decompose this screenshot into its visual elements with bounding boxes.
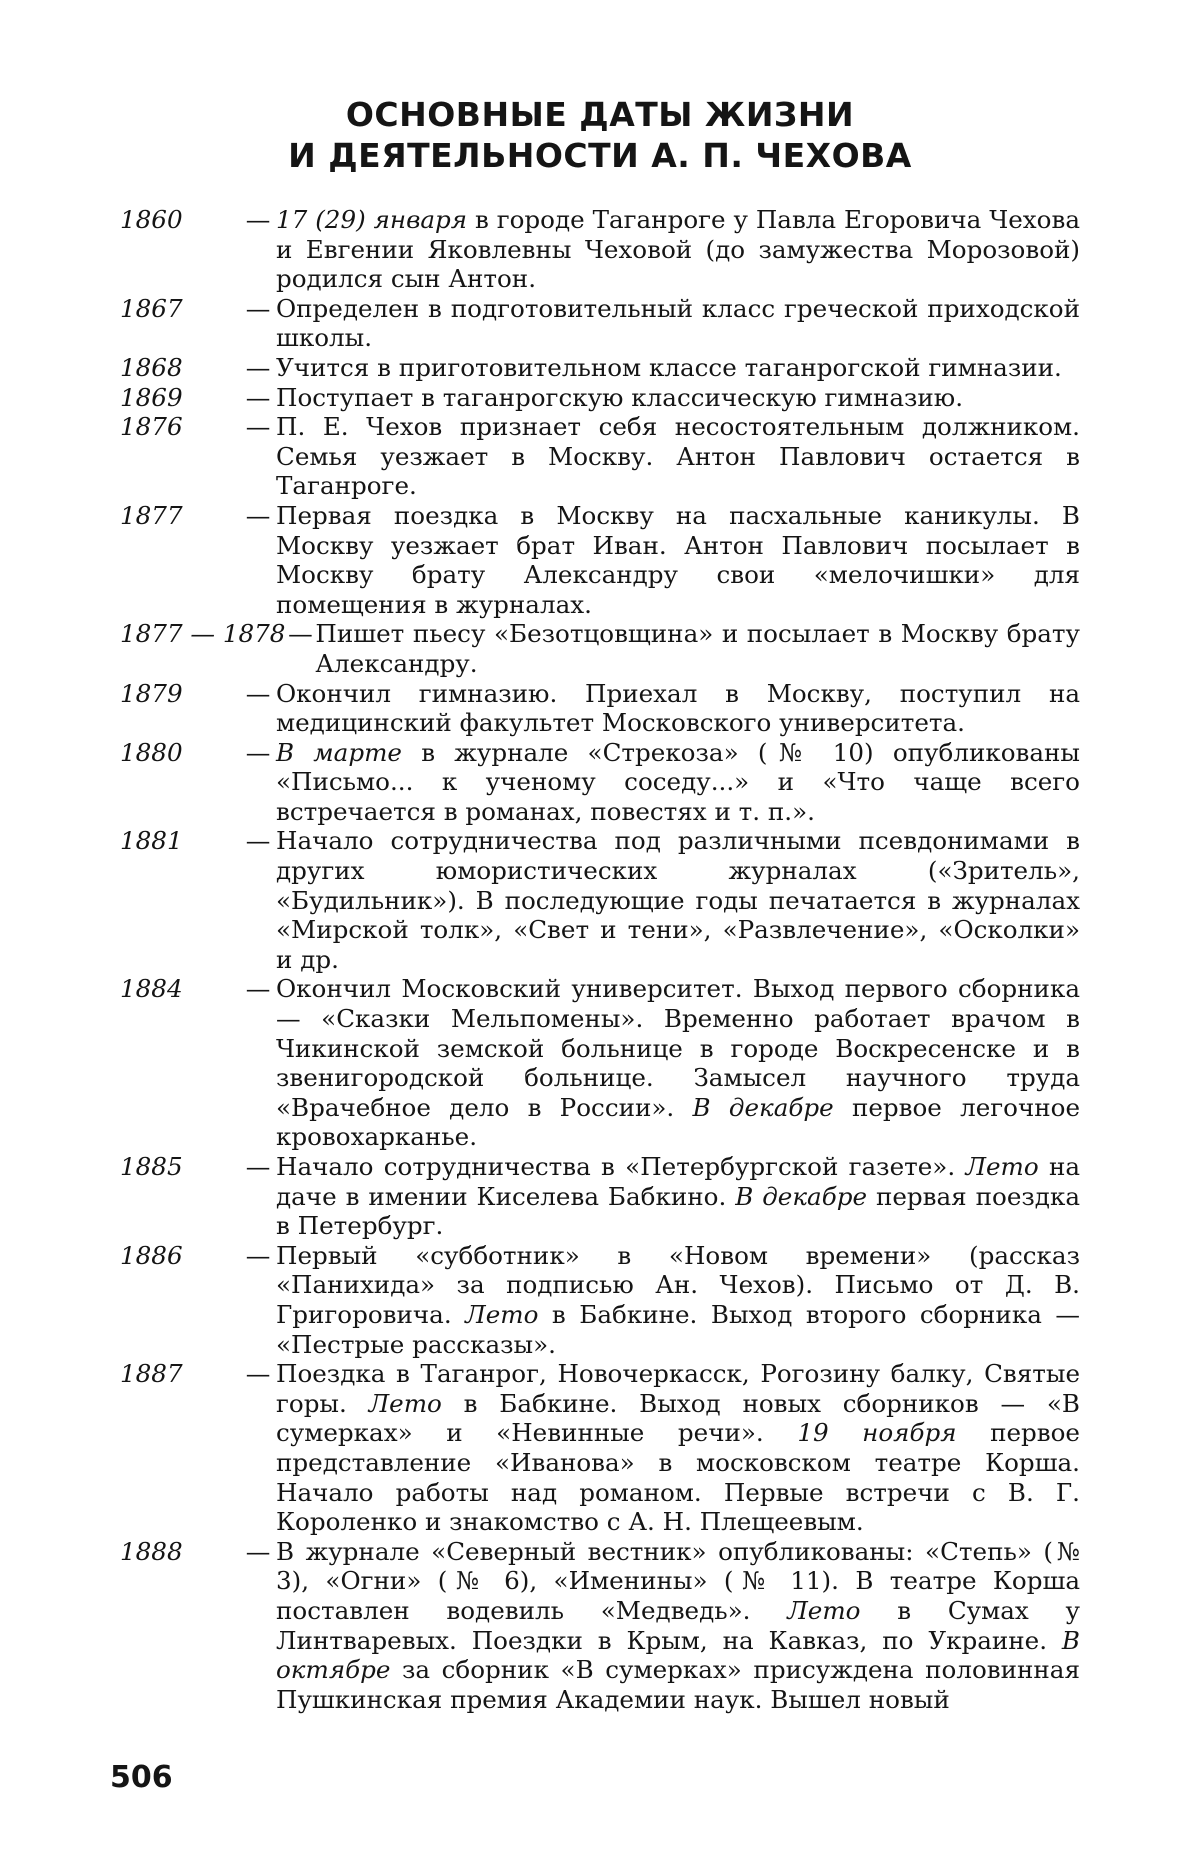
chronology-entry bbox=[120, 501, 1080, 619]
entry-year: 1879 bbox=[120, 679, 240, 738]
entry-year: 1885 bbox=[120, 1152, 240, 1241]
entry-text: 17 (29) января в городе Таганроге у Павла Егоровича Чехова и Евгении Яковлевны Чеховой (до замужества Морозовой) родился сын Антон. bbox=[276, 205, 1080, 294]
entry-year: 1869 bbox=[120, 383, 240, 413]
entry-year: 1868 bbox=[120, 353, 240, 383]
chronology-entry bbox=[120, 826, 1080, 974]
entry-year: 1877 — 1878 bbox=[120, 619, 285, 678]
entry-dash: — bbox=[240, 1359, 276, 1537]
entry-year: 1867 bbox=[120, 294, 240, 353]
entry-year: 1886 bbox=[120, 1241, 240, 1359]
entry-dash: — bbox=[240, 738, 276, 827]
entry-year: 1877 bbox=[120, 501, 240, 619]
chronology-entry bbox=[120, 1537, 1080, 1715]
entry-year: 1884 bbox=[120, 974, 240, 1152]
entry-year: 1887 bbox=[120, 1359, 240, 1537]
entry-dash: — bbox=[240, 205, 276, 294]
entry-text: Учится в приготовительном классе таганрогской гимназии. bbox=[276, 353, 1080, 383]
chronology-entry bbox=[120, 1152, 1080, 1241]
chronology-entry bbox=[120, 738, 1080, 827]
title-line-2: И ДЕЯТЕЛЬНОСТИ А. П. ЧЕХОВА bbox=[0, 135, 1200, 176]
entry-dash: — bbox=[285, 619, 315, 678]
chronology-entry bbox=[120, 974, 1080, 1152]
entry-text: В марте в журнале «Стрекоза» (№ 10) опубликованы «Письмо... к ученому соседу...» и «Что чаще всего встречается в романах, повестях и т. п.». bbox=[276, 738, 1080, 827]
entry-text: В журнале «Северный вестник» опубликованы: «Степь» (№ 3), «Огни» (№ 6), «Именины» (№ 11). В театре Корша поставлен водевиль «Медведь». Лето в Сумах у Линтваревых. Поездки в Крым, на Кавказ, по Украине. В октябре за сборник «В сумерках» присуждена половинная Пушкинская премия Академии наук. Вышел новый bbox=[276, 1537, 1080, 1715]
entry-text: Пишет пьесу «Безотцовщина» и посылает в Москву брату Александру. bbox=[315, 619, 1080, 678]
entry-dash: — bbox=[240, 1537, 276, 1715]
entry-text: Окончил Московский университет. Выход первого сборника — «Сказки Мельпомены». Временно работает врачом в Чикинской земской больнице в городе Воскресенске и в звенигородской больнице. Замысел научного труда «Врачебное дело в России». В декабре первое легочное кровохарканье. bbox=[276, 974, 1080, 1152]
entry-dash: — bbox=[240, 679, 276, 738]
chronology-list bbox=[120, 205, 1080, 1714]
entry-text: Определен в подготовительный класс греческой приходской школы. bbox=[276, 294, 1080, 353]
chronology-entry bbox=[120, 1359, 1080, 1537]
entry-text: Первый «субботник» в «Новом времени» (рассказ «Панихида» за подписью Ан. Чехов). Письмо от Д. В. Григоровича. Лето в Бабкине. Выход второго сборника — «Пестрые рассказы». bbox=[276, 1241, 1080, 1359]
entry-dash: — bbox=[240, 412, 276, 501]
entry-dash: — bbox=[240, 826, 276, 974]
entry-text: Окончил гимназию. Приехал в Москву, поступил на медицинский факультет Московского университета. bbox=[276, 679, 1080, 738]
entry-text: Начало сотрудничества под различными псевдонимами в других юмористических журналах («Зритель», «Будильник»). В последующие годы печатается в журналах «Мирской толк», «Свет и тени», «Развлечение», «Осколки» и др. bbox=[276, 826, 1080, 974]
entry-dash: — bbox=[240, 294, 276, 353]
entry-year: 1881 bbox=[120, 826, 240, 974]
entry-dash: — bbox=[240, 383, 276, 413]
entry-text: П. Е. Чехов признает себя несостоятельным должником. Семья уезжает в Москву. Антон Павлович остается в Таганроге. bbox=[276, 412, 1080, 501]
entry-year: 1860 bbox=[120, 205, 240, 294]
entry-text: Поездка в Таганрог, Новочеркасск, Рогозину балку, Святые горы. Лето в Бабкине. Выход новых сборников — «В сумерках» и «Невинные речи». 19 ноября первое представление «Иванова» в московском театре Корша. Начало работы над романом. Первые встречи с В. Г. Короленко и знакомство с А. Н. Плещеевым. bbox=[276, 1359, 1080, 1537]
entry-dash: — bbox=[240, 353, 276, 383]
title-line-1: ОСНОВНЫЕ ДАТЫ ЖИЗНИ bbox=[0, 94, 1200, 135]
chronology-entry bbox=[120, 383, 1080, 413]
entry-year: 1876 bbox=[120, 412, 240, 501]
entry-text: Первая поездка в Москву на пасхальные каникулы. В Москву уезжает брат Иван. Антон Павлович посылает в Москву брату Александру свои «мелочишки» для помещения в журналах. bbox=[276, 501, 1080, 619]
chronology-entry bbox=[120, 205, 1080, 294]
entry-year: 1888 bbox=[120, 1537, 240, 1715]
chronology-entry bbox=[120, 619, 1080, 678]
chronology-entry bbox=[120, 1241, 1080, 1359]
chronology-entry bbox=[120, 679, 1080, 738]
entry-dash: — bbox=[240, 1241, 276, 1359]
chronology-entry bbox=[120, 353, 1080, 383]
entry-dash: — bbox=[240, 974, 276, 1152]
entry-dash: — bbox=[240, 1152, 276, 1241]
entry-text: Поступает в таганрогскую классическую гимназию. bbox=[276, 383, 1080, 413]
entry-text: Начало сотрудничества в «Петербургской газете». Лето на даче в имении Киселева Бабкино. В декабре первая поездка в Петербург. bbox=[276, 1152, 1080, 1241]
page-number: 506 bbox=[110, 1760, 173, 1795]
entry-year: 1880 bbox=[120, 738, 240, 827]
page-title bbox=[0, 94, 1200, 176]
entry-dash: — bbox=[240, 501, 276, 619]
chronology-entry bbox=[120, 412, 1080, 501]
chronology-entry bbox=[120, 294, 1080, 353]
book-page bbox=[0, 0, 1200, 1853]
